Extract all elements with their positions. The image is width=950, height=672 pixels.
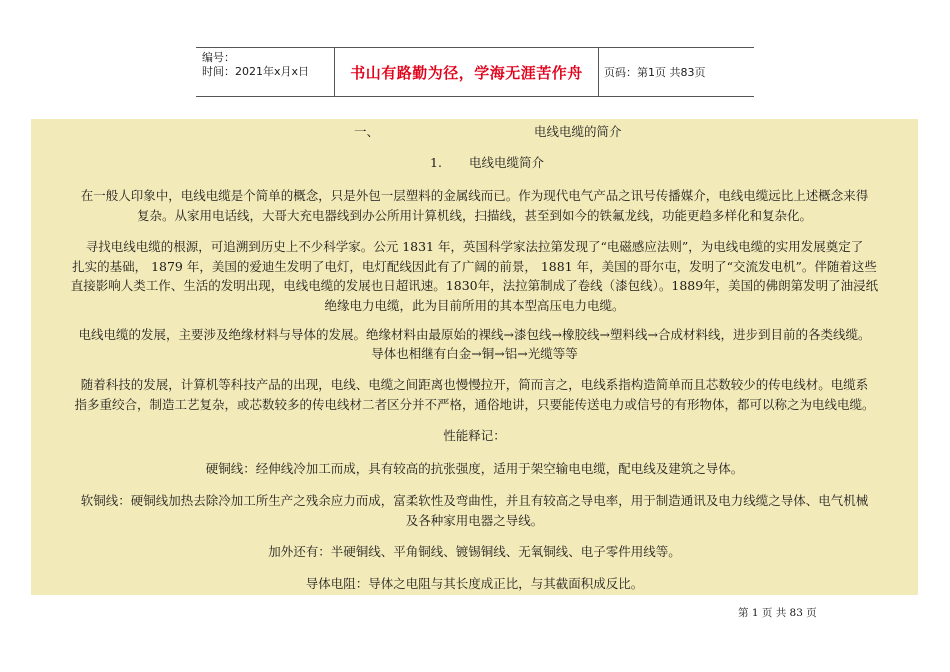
number-label: 编号： xyxy=(202,51,235,64)
page-footer: 第 1 页 共 83 页 xyxy=(738,607,817,619)
paragraph-line: 在一般人印象中，电线电缆是个简单的概念，只是外包一层塑料的金属线而已。作为现代电气产品之讯号传播媒介，电线电缆远比上述概念来得 xyxy=(80,188,869,203)
paragraph-line: 导体电阻：导体之电阻与其长度成正比，与其截面积成反比。 xyxy=(305,576,644,591)
paragraph-line: 随着科技的发展，计算机等科技产品的出现，电线、电缆之间距离也慢慢拉开，简而言之，电线系指构造简单而且芯数较少的传电线材。电缆系 xyxy=(80,377,869,392)
section-title: 电线电缆的简介 xyxy=(534,124,622,139)
paragraph-line: 及各种家用电器之导线。 xyxy=(405,513,544,528)
subsection-title: 电线电缆简介 xyxy=(469,155,545,170)
paragraph-line: 扎实的基础， 1879 年，美国的爱迪生发明了电灯，电灯配线因此有了广阔的前景， 1881 年，美国的哥尔屯，发明了“交流发电机”。伴随着这些 xyxy=(72,259,877,274)
motto-text: 书山有路勤为径，学海无涯苦作舟 xyxy=(350,63,583,82)
page-info: 页码：第1页 共83页 xyxy=(604,66,706,79)
time-label: 时间：2021年x月x日 xyxy=(202,65,310,78)
paragraph-line: 复杂。从家用电话线，大哥大充电器线到办公所用计算机线，扫描线，甚至到如今的铁氟龙线，功能更趋多样化和复杂化。 xyxy=(136,208,812,223)
header-meta xyxy=(196,48,335,96)
paragraph-line: 导体也相继有白金→铜→铝→光缆等等 xyxy=(371,346,578,361)
document-header xyxy=(196,47,754,97)
paragraph-line: 电线电缆的发展，主要涉及绝缘材料与导体的发展。绝缘材料由最原始的裸线→漆包线→橡胶线→塑料线→合成材料线，进步到目前的各类线缆。 xyxy=(78,327,871,342)
paragraph-line: 加外还有：半硬铜线、平角铜线、镀锡铜线、无氧铜线、电子零件用线等。 xyxy=(268,544,681,559)
paragraph-line: 指多重绞合，制造工艺复杂，或芯数较多的传电线材二者区分并不严格，通俗地讲，只要能传送电力或信号的有形物体，都可以称之为电线电缆。 xyxy=(74,397,875,412)
header-page-cell xyxy=(599,48,754,96)
paragraph-line: 性能释记： xyxy=(443,428,506,443)
paragraph-line: 软铜线：硬铜线加热去除冷加工所生产之残余应力而成，富柔软性及弯曲性，并且有较高之导电率，用于制造通讯及电力线缆之导体、电气机械 xyxy=(80,493,869,508)
header-motto-cell xyxy=(335,48,599,96)
paragraph-line: 寻找电线电缆的根源，可追溯到历史上不少科学家。公元 1831 年，英国科学家法拉第发现了“电磁感应法则”，为电线电缆的实用发展奠定了 xyxy=(85,239,864,254)
subsection-number: 1. xyxy=(430,155,442,170)
paragraph-line: 直接影响人类工作、生活的发明出现，电线电缆的发展也日超讯速。1830年，法拉第制成了卷线（漆包线）。1889年，美国的佛朗第发明了油浸纸 xyxy=(70,278,879,293)
document-body xyxy=(31,119,918,595)
paragraph-line: 硬铜线：经伸线冷加工而成，具有较高的抗张强度，适用于架空输电电缆，配电线及建筑之导体。 xyxy=(205,461,744,476)
paragraph-line: 绝缘电力电缆，此为目前所用的其本型高压电力电缆。 xyxy=(324,298,625,313)
section-number: 一、 xyxy=(354,124,380,139)
